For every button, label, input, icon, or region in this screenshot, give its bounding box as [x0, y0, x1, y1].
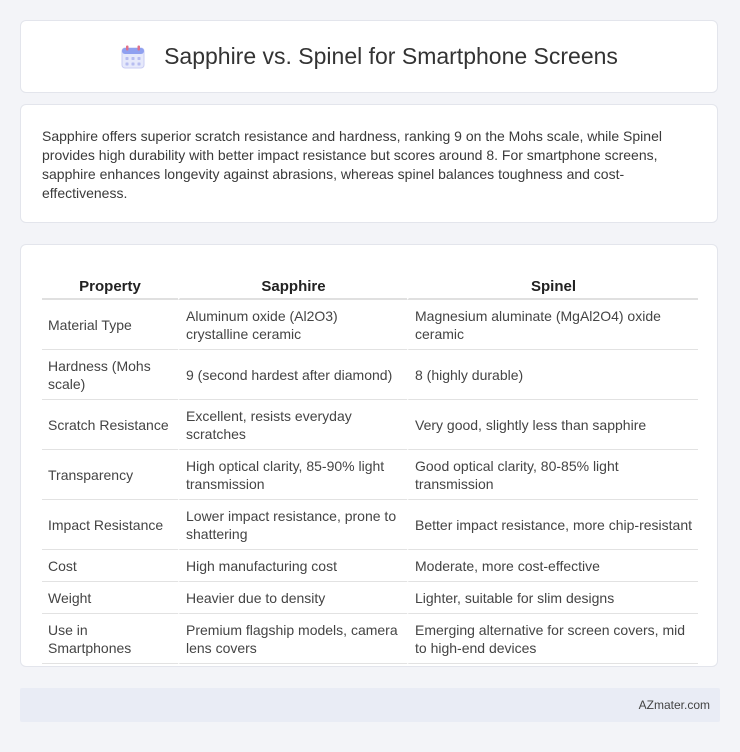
cell-property: Impact Resistance: [42, 500, 178, 550]
cell-sapphire: Aluminum oxide (Al2O3) crystalline ceramic: [178, 300, 407, 350]
table-row: [42, 550, 698, 582]
cell-sapphire: Premium flagship models, camera lens covers: [178, 614, 407, 664]
cell-property: Material Type: [42, 300, 178, 350]
cell-sapphire: Excellent, resists everyday scratches: [178, 400, 407, 450]
cell-spinel: Lighter, suitable for slim designs: [407, 582, 698, 614]
table-row: [42, 614, 698, 664]
footer-bar: [20, 688, 720, 722]
footer-brand[interactable]: AZmater.com: [638, 698, 710, 712]
cell-spinel: Emerging alternative for screen covers, mid to high-end devices: [407, 614, 698, 664]
cell-spinel: Moderate, more cost-effective: [407, 550, 698, 582]
cell-spinel: Better impact resistance, more chip-resistant: [407, 500, 698, 550]
table-row: [42, 350, 698, 400]
table-row: [42, 582, 698, 614]
title-wrap: [120, 43, 618, 70]
table-row: [42, 450, 698, 500]
header-property: Property: [42, 265, 178, 300]
page-title: Sapphire vs. Spinel for Smartphone Screens: [164, 43, 618, 69]
cell-property: Weight: [42, 582, 178, 614]
cell-sapphire: High optical clarity, 85-90% light transmission: [178, 450, 407, 500]
cell-spinel: Magnesium aluminate (MgAl2O4) oxide ceramic: [407, 300, 698, 350]
header-sapphire: Sapphire: [178, 265, 407, 300]
table-header-row: [42, 265, 698, 300]
comparison-table: [42, 265, 698, 664]
cell-property: Use in Smartphones: [42, 614, 178, 664]
calendar-icon: [120, 44, 146, 70]
table-row: [42, 400, 698, 450]
cell-property: Hardness (Mohs scale): [42, 350, 178, 400]
cell-spinel: 8 (highly durable): [407, 350, 698, 400]
cell-sapphire: High manufacturing cost: [178, 550, 407, 582]
cell-sapphire: 9 (second hardest after diamond): [178, 350, 407, 400]
summary-card: [20, 104, 718, 223]
table-row: [42, 300, 698, 350]
cell-sapphire: Lower impact resistance, prone to shattering: [178, 500, 407, 550]
cell-property: Scratch Resistance: [42, 400, 178, 450]
cell-sapphire: Heavier due to density: [178, 582, 407, 614]
cell-spinel: Very good, slightly less than sapphire: [407, 400, 698, 450]
cell-property: Cost: [42, 550, 178, 582]
header-spinel: Spinel: [407, 265, 698, 300]
summary-text: Sapphire offers superior scratch resistance and hardness, ranking 9 on the Mohs scale, while Spinel provides high durability with better impact resistance but scores around 8. For smartphone screens, sapphire enhances longevity against abrasions, whereas spinel balances toughness and cost-effectiveness.: [42, 128, 662, 201]
table-row: [42, 500, 698, 550]
cell-property: Transparency: [42, 450, 178, 500]
title-card: [20, 20, 718, 93]
cell-spinel: Good optical clarity, 80-85% light transmission: [407, 450, 698, 500]
table-card: [20, 244, 718, 667]
